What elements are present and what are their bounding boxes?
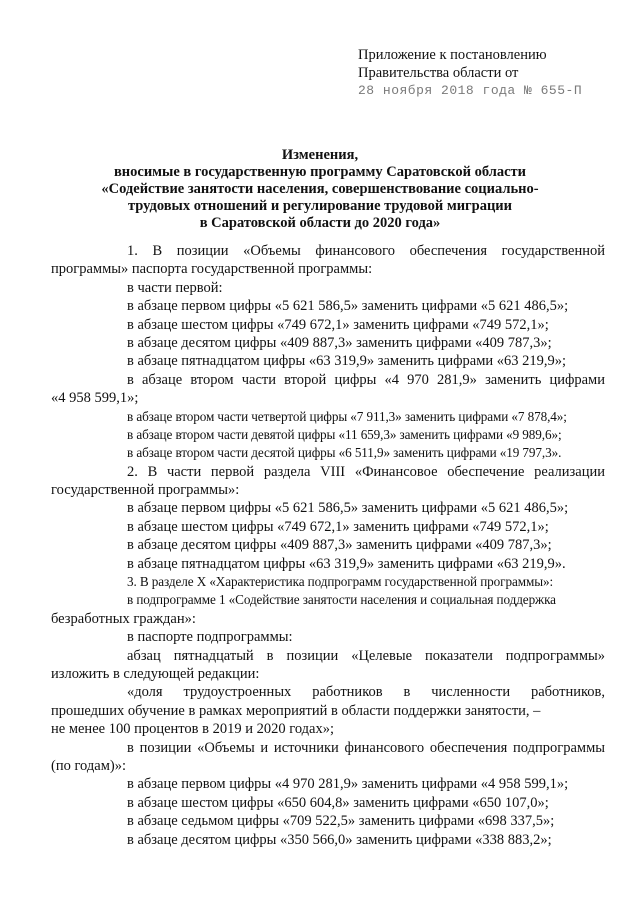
title-line-5: в Саратовской области до 2020 года» — [199, 215, 441, 231]
body-line: в подпрограмме 1 «Содействие занятости населения и социальная поддержка — [127, 592, 556, 608]
body-line: изложить в следующей редакции: — [51, 665, 260, 682]
body-line: в абзаце втором части десятой цифры «6 511,9» заменить цифрами «19 797,3». — [127, 445, 562, 461]
body-line: в абзаце шестом цифры «650 604,8» заменить цифрами «650 107,0»; — [127, 794, 549, 811]
body-line: в абзаце первом цифры «4 970 281,9» заменить цифрами «4 958 599,1»; — [127, 776, 569, 793]
body-line: 3. В разделе X «Характеристика подпрограмм государственной программы»: — [127, 574, 554, 590]
body-line: в абзаце втором части четвертой цифры «7 911,3» заменить цифрами «7 878,4»; — [127, 408, 567, 424]
attachment-line-2: Правительства области от — [358, 65, 519, 81]
document-body — [51, 242, 605, 849]
body-line: в абзаце шестом цифры «749 672,1» заменить цифрами «749 572,1»; — [127, 518, 549, 535]
body-line: не менее 100 процентов в 2019 и 2020 годах»; — [51, 721, 335, 738]
body-line: в паспорте подпрограммы: — [127, 629, 293, 646]
attachment-header — [358, 46, 628, 100]
date-number-stamp: 28 ноября 2018 года № 655-П — [358, 83, 583, 98]
title-line-1: Изменения, — [281, 147, 359, 163]
body-line: в части первой: — [127, 279, 223, 296]
body-line: 1. В позиции «Объемы финансового обеспечения государственной — [127, 243, 605, 259]
body-line: в абзаце десятом цифры «409 887,3» заменить цифрами «409 787,3»; — [127, 334, 552, 351]
body-line: абзац пятнадцатый в позиции «Целевые показатели подпрограммы» — [127, 647, 605, 664]
title-line-2: вносимые в государственную программу Саратовской области — [113, 164, 527, 180]
attachment-line-1: Приложение к постановлению — [358, 47, 547, 63]
body-line: в позиции «Объемы и источники финансового обеспечения подпрограммы — [127, 739, 605, 756]
body-line: прошедших обучение в рамках мероприятий в области поддержки занятости, – — [51, 702, 541, 719]
body-line: государственной программы»: — [51, 482, 240, 499]
body-line: в абзаце первом цифры «5 621 586,5» заменить цифрами «5 621 486,5»; — [127, 298, 569, 315]
body-line: «доля трудоустроенных работников в численности работников, — [127, 684, 605, 701]
body-line: в абзаце десятом цифры «350 566,0» заменить цифрами «338 883,2»; — [127, 831, 552, 848]
body-line: в абзаце пятнадцатом цифры «63 319,9» заменить цифрами «63 219,9». — [127, 555, 566, 572]
title-line-4: трудовых отношений и регулирование трудовой миграции — [127, 198, 513, 214]
body-line: безработных граждан»: — [51, 610, 196, 627]
body-line: в абзаце втором части второй цифры «4 970 281,9» заменить цифрами — [127, 371, 605, 388]
body-line: в абзаце шестом цифры «749 672,1» заменить цифрами «749 572,1»; — [127, 316, 549, 333]
body-line: в абзаце седьмом цифры «709 522,5» заменить цифрами «698 337,5»; — [127, 813, 555, 830]
body-line: в абзаце пятнадцатом цифры «63 319,9» заменить цифрами «63 219,9»; — [127, 353, 567, 370]
body-line: в абзаце десятом цифры «409 887,3» заменить цифрами «409 787,3»; — [127, 537, 552, 554]
title-line-3: «Содействие занятости населения, совершенствование социально- — [101, 181, 539, 197]
body-line: «4 958 599,1»; — [51, 390, 139, 407]
document-title — [60, 147, 580, 232]
body-line: в абзаце втором части девятой цифры «11 659,3» заменить цифрами «9 989,6»; — [127, 426, 562, 442]
body-line: 2. В части первой раздела VIII «Финансовое обеспечение реализации — [127, 463, 605, 480]
body-line: программы» паспорта государственной программы: — [51, 261, 373, 278]
body-line: (по годам)»: — [51, 757, 126, 774]
body-line: в абзаце первом цифры «5 621 586,5» заменить цифрами «5 621 486,5»; — [127, 500, 569, 517]
